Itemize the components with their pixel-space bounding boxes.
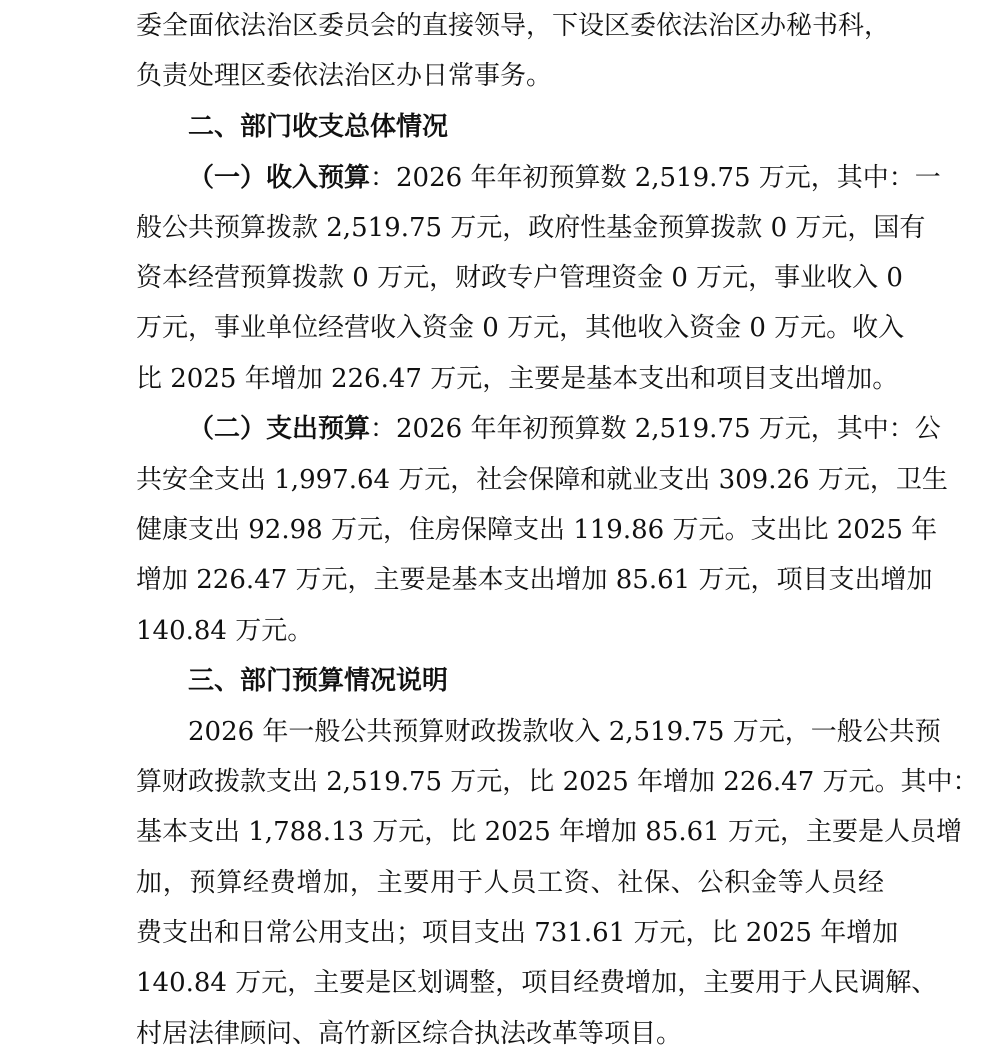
body-line: 费支出和日常公用支出；项目支出 731.61 万元，比 2025 年增加 — [136, 918, 899, 948]
body-line: 资本经营预算拨款 0 万元，财政专户管理资金 0 万元，事业收入 0 — [136, 263, 903, 293]
section-heading-3: 三、部门预算情况说明 — [188, 666, 449, 696]
body-line: 比 2025 年增加 226.47 万元，主要是基本支出和项目支出增加。 — [136, 364, 899, 394]
body-line: 加，预算经费增加，主要用于人员工资、社保、公积金等人员经 — [136, 868, 884, 898]
body-line: 基本支出 1,788.13 万元，比 2025 年增加 85.61 万元，主要是人员增 — [136, 817, 962, 847]
income-budget-line — [136, 158, 941, 198]
body-line: 2026 年一般公共预算财政拨款收入 2,519.75 万元，一般公共预 — [188, 717, 941, 747]
body-line: 算财政拨款支出 2,519.75 万元，比 2025 年增加 226.47 万元。其中： — [136, 767, 979, 797]
body-line: 140.84 万元。 — [136, 616, 314, 646]
body-line: 般公共预算拨款 2,519.75 万元，政府性基金预算拨款 0 万元，国有 — [136, 213, 926, 243]
section-heading-2: 二、部门收支总体情况 — [188, 112, 449, 142]
income-budget-text: ：2026 年年初预算数 2,519.75 万元，其中：一 — [370, 163, 941, 193]
body-line: 健康支出 92.98 万元，住房保障支出 119.86 万元。支出比 2025 年 — [136, 515, 938, 545]
expense-budget-line — [136, 409, 941, 449]
income-budget-label: （一）收入预算 — [188, 163, 371, 193]
expense-budget-text: ：2026 年年初预算数 2,519.75 万元，其中：公 — [370, 414, 941, 444]
body-line: 140.84 万元，主要是区划调整，项目经费增加，主要用于人民调解、 — [136, 968, 938, 998]
body-line: 增加 226.47 万元，主要是基本支出增加 85.61 万元，项目支出增加 — [136, 565, 933, 595]
body-line: 共安全支出 1,997.64 万元，社会保障和就业支出 309.26 万元，卫生 — [136, 465, 948, 495]
body-line: 委全面依法治区委员会的直接领导，下设区委依法治区办秘书科， — [136, 11, 891, 41]
body-line: 村居法律顾问、高竹新区综合执法改革等项目。 — [136, 1019, 683, 1049]
expense-budget-label: （二）支出预算 — [188, 414, 371, 444]
body-line: 万元，事业单位经营收入资金 0 万元，其他收入资金 0 万元。收入 — [136, 313, 905, 343]
body-line: 负责处理区委依法治区办日常事务。 — [136, 61, 553, 91]
